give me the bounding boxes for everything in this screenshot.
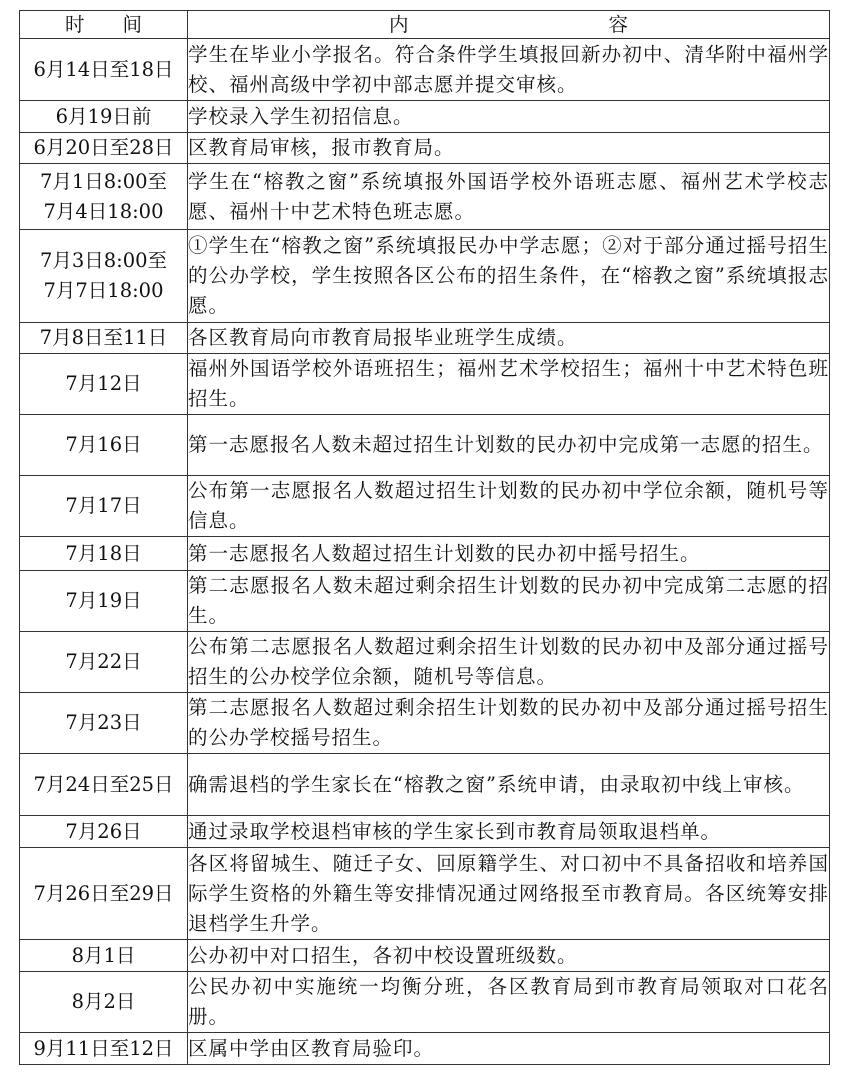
row-content: 第二志愿报名人数未超过剩余招生计划数的民办初中完成第二志愿的招生。 [188,571,830,632]
table-row [20,940,830,972]
table-row [20,816,830,848]
row-time-line: 7月4日18:00 [43,199,164,223]
row-time: 6月19日前 [20,101,188,133]
row-content: 第一志愿报名人数未超过招生计划数的民办初中完成第一志愿的招生。 [188,415,830,476]
table-row [20,754,830,816]
row-content: 确需退档的学生家长在“榕教之窗”系统申请，由录取初中线上审核。 [188,754,830,816]
row-time: 7月12日 [20,354,188,415]
row-content: 学生在“榕教之窗”系统填报外国语学校外语班志愿、福州艺术学校志愿、福州十中艺术特色班志愿。 [188,164,830,230]
table-row [20,101,830,133]
table-row [20,632,830,693]
row-time-line: 7月1日8:00至 [39,169,168,193]
table-row [20,476,830,537]
row-time: 7月22日 [20,632,188,693]
table-row [20,164,830,230]
row-content: 通过录取学校退档审核的学生家长到市教育局领取退档单。 [188,816,830,848]
header-time: 时间 [20,11,188,39]
row-content: 福州外国语学校外语班招生；福州艺术学校招生；福州十中艺术特色班招生。 [188,354,830,415]
row-time-line: 7月7日18:00 [43,279,164,302]
row-time: 7月18日 [20,537,188,571]
row-content: 公布第二志愿报名人数超过剩余招生计划数的民办初中及部分通过摇号招生的公办校学位余额，随机号等信息。 [188,632,830,693]
row-content: 各区教育局向市教育局报毕业班学生成绩。 [188,323,830,354]
row-content: 学生在毕业小学报名。符合条件学生填报回新办初中、清华附中福州学校、福州高级中学初中部志愿并提交审核。 [188,39,830,101]
table-row [20,323,830,354]
row-content: 各区将留城生、随迁子女、回原籍学生、对口初中不具备招收和培养国际学生资格的外籍生等安排情况通过网络报至市教育局。各区统筹安排退档学生升学。 [188,848,830,940]
row-content: ①学生在“榕教之窗”系统填报民办中学志愿；②对于部分通过摇号招生的公办学校，学生按照各区公布的招生条件，在“榕教之窗”系统填报志愿。 [188,230,830,323]
row-content: 区属中学由区教育局验印。 [188,1033,830,1065]
row-time-line: 7月3日8:00至 [39,249,168,272]
table-row [20,415,830,476]
table-row [20,230,830,323]
row-time: 7月24日至25日 [20,754,188,816]
table-row [20,1033,830,1065]
enrollment-schedule-table [19,10,830,1065]
row-time [20,164,188,230]
row-content: 公布第一志愿报名人数超过招生计划数的民办初中学位余额，随机号等信息。 [188,476,830,537]
table-row [20,848,830,940]
table-row [20,39,830,101]
table-header-row [20,11,830,39]
row-time [20,230,188,323]
row-time: 7月23日 [20,693,188,754]
table-row [20,537,830,571]
row-time: 7月19日 [20,571,188,632]
row-time: 7月26日至29日 [20,848,188,940]
row-content: 区教育局审核，报市教育局。 [188,133,830,164]
row-time: 8月2日 [20,972,188,1033]
row-time: 7月8日至11日 [20,323,188,354]
table-row [20,354,830,415]
row-time: 6月20日至28日 [20,133,188,164]
row-time: 8月1日 [20,940,188,972]
row-content: 公民办初中实施统一均衡分班，各区教育局到市教育局领取对口花名册。 [188,972,830,1033]
row-time: 7月17日 [20,476,188,537]
row-time: 7月16日 [20,415,188,476]
table-row [20,693,830,754]
row-time: 9月11日至12日 [20,1033,188,1065]
row-content: 公办初中对口招生，各初中校设置班级数。 [188,940,830,972]
row-content: 第二志愿报名人数超过剩余招生计划数的民办初中及部分通过摇号招生的公办学校摇号招生。 [188,693,830,754]
table-row [20,133,830,164]
row-time: 7月26日 [20,816,188,848]
table-row [20,571,830,632]
row-content: 学校录入学生初招信息。 [188,101,830,133]
table-row [20,972,830,1033]
row-time: 6月14日至18日 [20,39,188,101]
header-content: 内容 [188,11,830,39]
row-content: 第一志愿报名人数超过招生计划数的民办初中摇号招生。 [188,537,830,571]
